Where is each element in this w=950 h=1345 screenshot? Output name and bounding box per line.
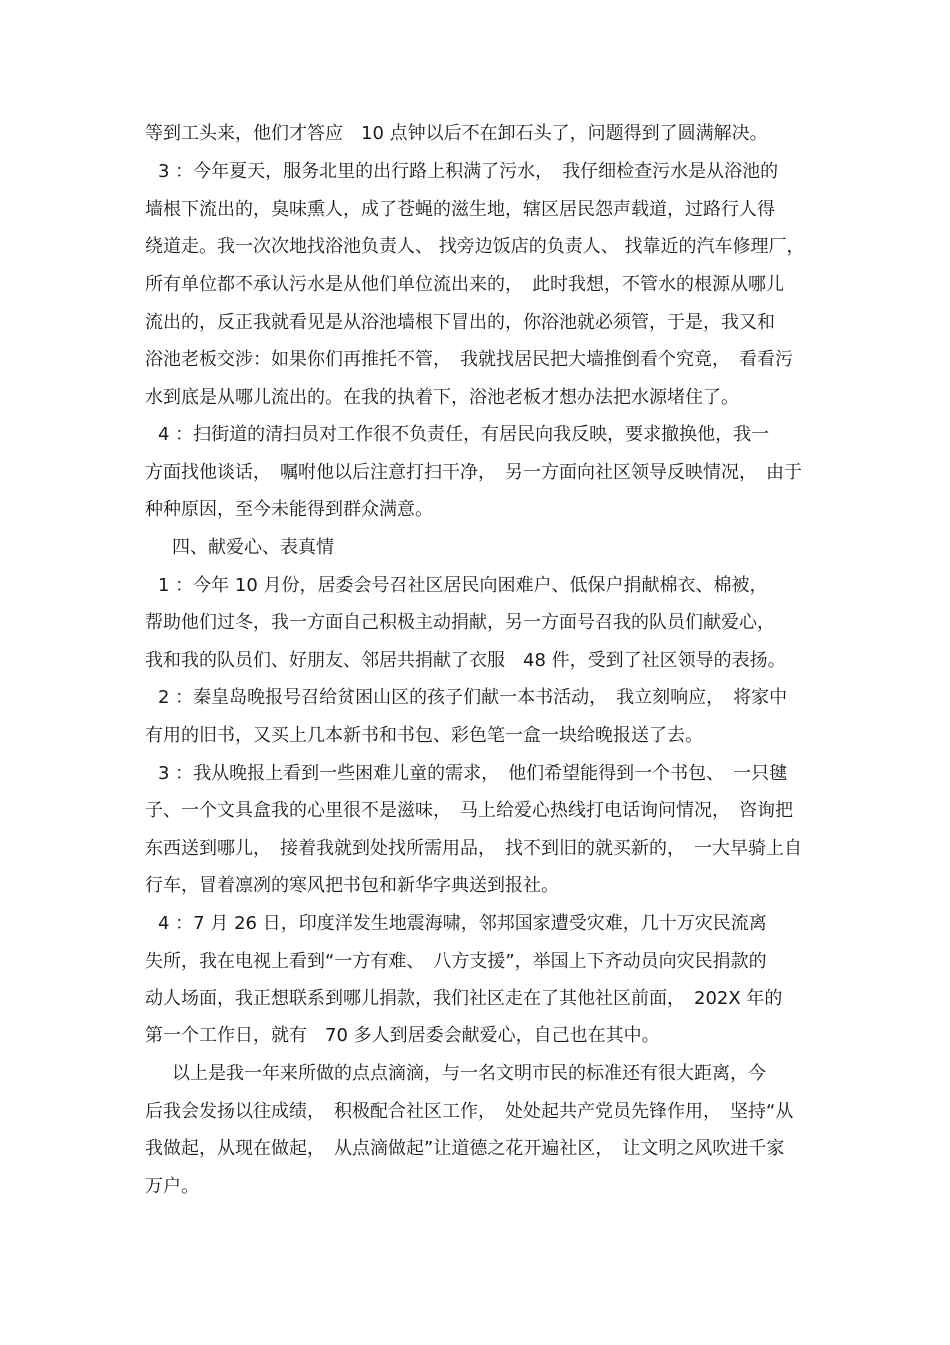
text-line: 我和我的队员们、好朋友、邻居共捐献了衣服 48 件，受到了社区领导的表扬。 — [145, 650, 786, 671]
text-line: 1 ：今年 10 月份，居委会号召社区居民向困难户、低保户捐献棉衣、棉被， — [158, 575, 768, 596]
text-line: 后我会发扬以往成绩， 积极配合社区工作， 处处起共产党员先锋作用， 坚持“从 — [145, 1101, 794, 1122]
text-line: 以上是我一年来所做的点点滴滴，与一名文明市民的标准还有很大距离，今 — [172, 1063, 766, 1084]
text-line: 绕道走。我一次次地找浴池负责人、 找旁边饭店的负责人、 找靠近的汽车修理厂， — [145, 236, 805, 257]
text-line: 2 ：秦皇岛晚报号召给贫困山区的孩子们献一本书活动， 我立刻响应， 将家中 — [158, 687, 788, 708]
text-line: 动人场面，我正想联系到哪儿捐款，我们社区走在了其他社区前面， 202X 年的 — [145, 988, 783, 1009]
text-line: 浴池老板交涉：如果你们再推托不管， 我就找居民把大墙推倒看个究竟， 看看污 — [145, 349, 793, 370]
text-line: 4 ：扫街道的清扫员对工作很不负责任，有居民向我反映，要求撤换他，我一 — [158, 424, 770, 445]
text-line: 第一个工作日，就有 70 多人到居委会献爱心，自己也在其中。 — [145, 1025, 660, 1046]
text-line: 所有单位都不承认污水是从他们单位流出来的， 此时我想，不管水的根源从哪儿 — [145, 274, 784, 295]
text-line: 万户。 — [145, 1176, 199, 1197]
text-line: 失所，我在电视上看到“一方有难、 八方支援”，举国上下齐动员向灾民捐款的 — [145, 951, 767, 972]
text-line: 流出的，反正我就看见是从浴池墙根下冒出的，你浴池就必须管，于是，我又和 — [145, 312, 775, 333]
text-line: 4 ：7 月 26 日，印度洋发生地震海啸，邻邦国家遭受灾难，几十万灾民流离 — [158, 913, 767, 934]
text-line: 有用的旧书，又买上几本新书和书包、彩色笔一盒一块给晚报送了去。 — [145, 725, 703, 746]
text-line: 3 ：我从晚报上看到一些困难儿童的需求， 他们希望能得到一个书包、 一只毽 — [158, 763, 788, 784]
text-line: 种种原因，至今未能得到群众满意。 — [145, 499, 433, 520]
text-line: 我做起，从现在做起， 从点滴做起”让道德之花开遍社区， 让文明之风吹进千家 — [145, 1138, 785, 1159]
text-line: 子、一个文具盒我的心里很不是滋味， 马上给爱心热线打电话询问情况， 咨询把 — [145, 800, 793, 821]
text-line: 水到底是从哪儿流出的。在我的执着下，浴池老板才想办法把水源堵住了。 — [145, 387, 739, 408]
text-line: 3 ：今年夏天，服务北里的出行路上积满了污水， 我仔细检查污水是从浴池的 — [158, 161, 779, 182]
text-line: 方面找他谈话， 嘱咐他以后注意打扫干净， 另一方面向社区领导反映情况， 由于 — [145, 462, 802, 483]
text-line: 墙根下流出的，臭味熏人，成了苍蝇的滋生地，辖区居民怨声载道，过路行人得 — [145, 199, 775, 220]
section-heading: 四、献爱心、表真情 — [172, 537, 334, 558]
text-line: 帮助他们过冬，我一方面自己积极主动捐献，另一方面号召我的队员们献爱心， — [145, 612, 775, 633]
text-line: 行车，冒着凛冽的寒风把书包和新华字典送到报社。 — [145, 875, 559, 896]
text-line: 东西送到哪儿， 接着我就到处找所需用品， 找不到旧的就买新的， 一大早骑上自 — [145, 838, 802, 859]
text-line: 等到工头来，他们才答应 10 点钟以后不在卸石头了，问题得到了圆满解决。 — [145, 123, 768, 144]
